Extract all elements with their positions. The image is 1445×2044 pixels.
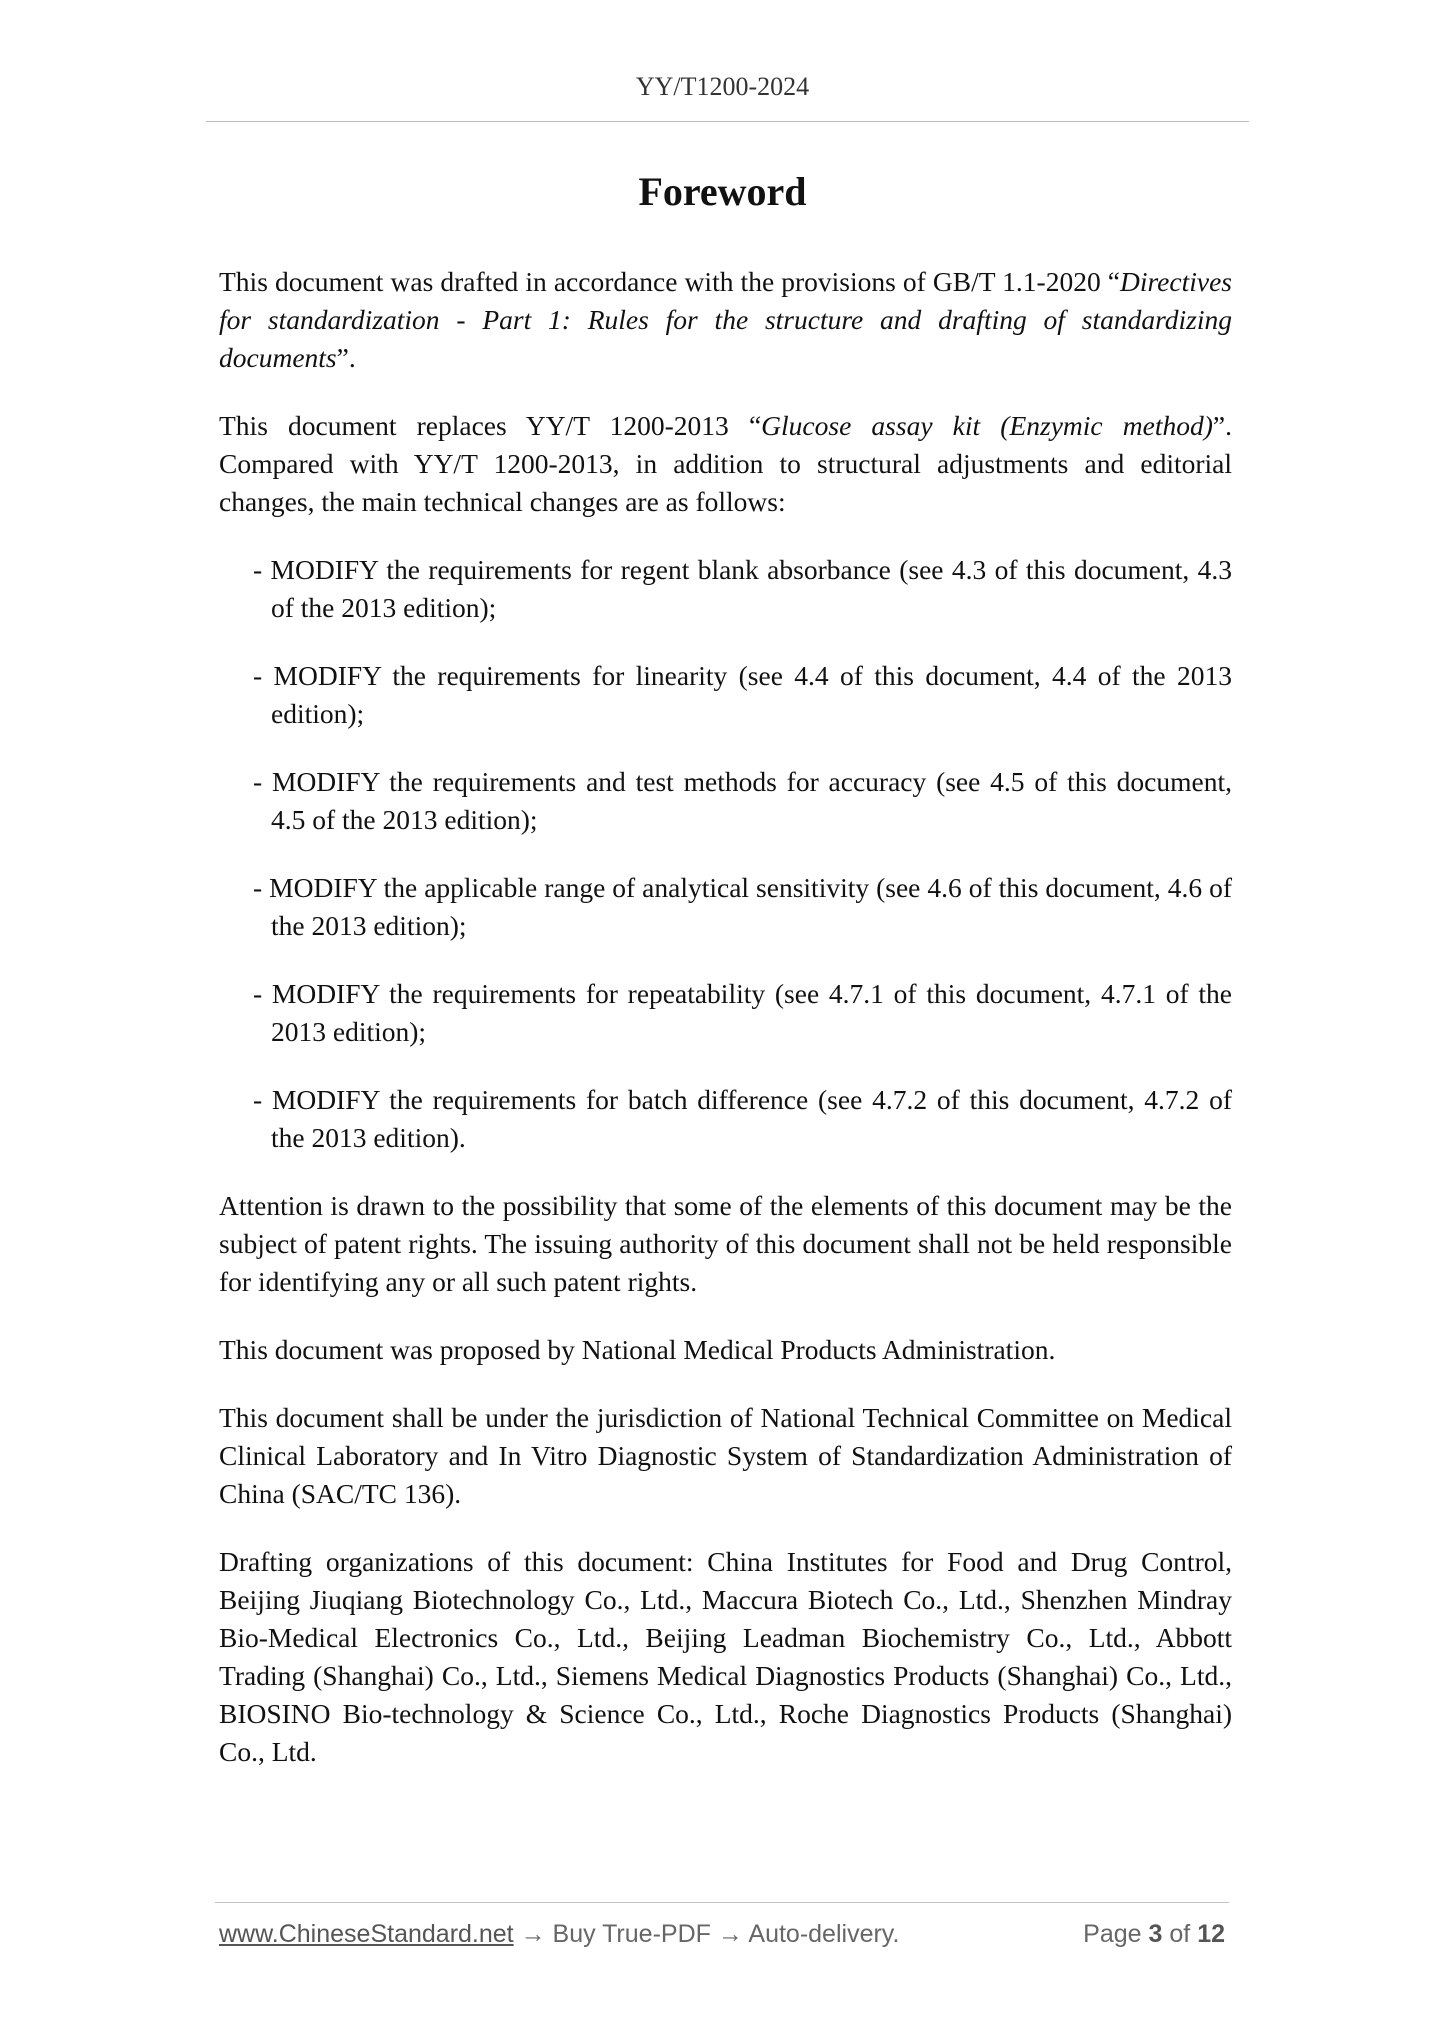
footer-divider — [215, 1902, 1229, 1903]
list-item: - MODIFY the applicable range of analytical sensitivity (see 4.6 of this document, 4.6 of the 2013 edition); — [253, 872, 1232, 941]
proposer-paragraph: This document was proposed by National Medical Products Administration. — [219, 1334, 1056, 1365]
page-footer — [219, 1920, 1225, 1956]
list-item: - MODIFY the requirements and test methods for accuracy (see 4.5 of this document, 4.5 of the 2013 edition); — [253, 766, 1232, 835]
list-item: - MODIFY the requirements for repeatability (see 4.7.1 of this document, 4.7.1 of the 2013 edition); — [253, 978, 1232, 1047]
drafting-rules-text: This document was drafted in accordance with the provisions of GB/T 1.1-2020 “ — [219, 266, 1120, 297]
drafting-rules-end: ”. — [336, 342, 356, 373]
list-item: - MODIFY the requirements for regent blank absorbance (see 4.3 of this document, 4.3 of the 2013 edition); — [253, 554, 1232, 623]
header-divider — [206, 121, 1249, 122]
page-label: Page — [1083, 1920, 1142, 1948]
total-pages-number: 12 — [1197, 1920, 1225, 1948]
drafting-organizations-paragraph: Drafting organizations of this document: China Institutes for Food and Drug Control, Beijing Jiuqiang Biotechnology Co., Ltd., Maccura Biotech Co., Ltd., Shenzhen Mindray Bio-Medical Electronics Co., Ltd., Beijing Leadman Biochemistry Co., Ltd., Abbott Trading (Shanghai) Co., Ltd., Siemens Medical Diagnostics Products (Shanghai) Co., Ltd., BIOSINO Bio-technology & Science Co., Ltd., Roche Diagnostics Products (Shanghai) Co., Ltd. — [219, 1546, 1232, 1767]
page-indicator — [1083, 1920, 1225, 1949]
replacement-paragraph — [219, 407, 1232, 521]
page-title: Foreword — [638, 169, 807, 214]
document-code-header: YY/T1200-2024 — [635, 72, 810, 101]
list-item: - MODIFY the requirements for linearity (see 4.4 of this document, 4.4 of the 2013 edition); — [253, 660, 1232, 729]
list-item: - MODIFY the requirements for batch difference (see 4.7.2 of this document, 4.7.2 of the 2013 edition). — [253, 1084, 1232, 1153]
chinesestandard-link[interactable]: www.ChineseStandard.net — [219, 1920, 514, 1948]
footer-tagline: → Buy True-PDF → Auto-delivery. — [513, 1920, 900, 1948]
technical-changes-list — [219, 551, 1232, 1157]
drafting-rules-paragraph — [219, 263, 1232, 377]
replaced-standard-title: Glucose assay kit (Enzymic method) — [761, 410, 1213, 441]
replacement-text: This document replaces YY/T 1200-2013 “ — [219, 410, 762, 441]
patent-notice-paragraph: Attention is drawn to the possibility that some of the elements of this document may be the subject of patent rights. The issuing authority of this document shall not be held responsible for identifying any or all such patent rights. — [219, 1190, 1232, 1297]
jurisdiction-paragraph: This document shall be under the jurisdiction of National Technical Committee on Medical Clinical Laboratory and In Vitro Diagnostic System of Standardization Administration of China (SAC/TC 136). — [219, 1402, 1232, 1509]
document-body — [219, 263, 1232, 1801]
directives-title: Directives for standardization - Part 1: Rules for the structure and drafting of standardizing documents — [219, 266, 1232, 373]
page-of-label: of — [1169, 1920, 1191, 1948]
replacement-text-end: ”. Compared with YY/T 1200-2013, in addition to structural adjustments and editorial changes, the main technical changes are as follows: — [219, 410, 1232, 517]
current-page-number: 3 — [1148, 1920, 1163, 1948]
footer-left — [219, 1920, 899, 1949]
